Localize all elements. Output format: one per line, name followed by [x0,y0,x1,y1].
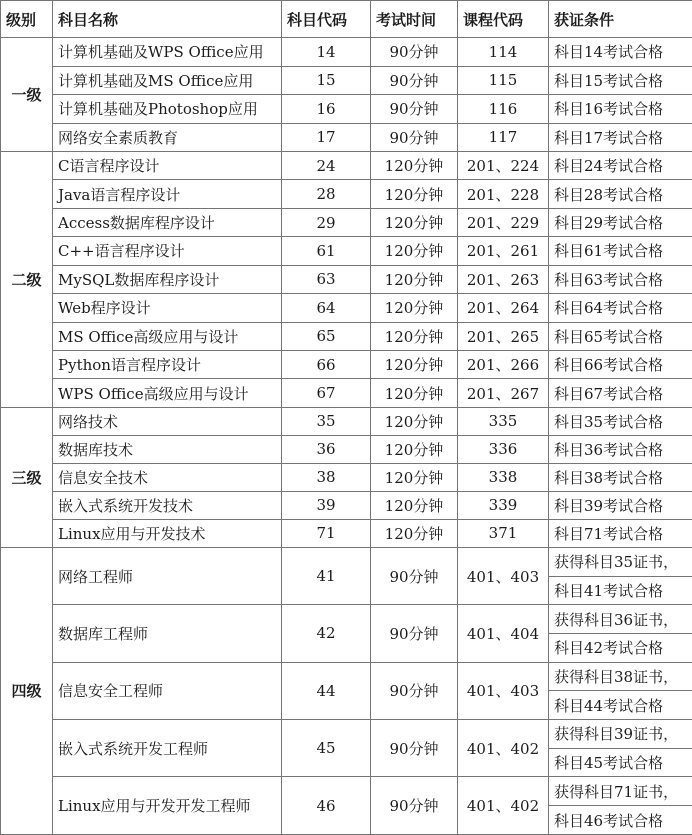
subject-cell: 网络工程师 [53,547,282,604]
table-row [1,519,692,547]
course-code-cell: 371 [458,519,549,547]
table-row [1,294,692,322]
subject-cell: Java语言程序设计 [53,180,282,208]
subject-code-cell: 63 [282,265,371,293]
course-code-cell: 339 [458,491,549,519]
subject-code-cell: 45 [282,720,371,777]
subject-cell: 信息安全工程师 [53,662,282,719]
table-row [1,38,692,67]
table-row [1,463,692,491]
course-code-cell: 401、403 [458,662,549,719]
table-row [1,152,692,180]
subject-code-cell: 46 [282,777,371,835]
condition-cell: 获得科目38证书， [549,662,692,691]
exam-time-cell: 120分钟 [371,152,458,180]
condition-cell: 获得科目35证书， [549,547,692,576]
condition-cell: 科目44考试合格 [549,691,692,720]
exam-time-cell: 90分钟 [371,720,458,777]
exam-time-cell: 90分钟 [371,547,458,604]
subject-code-cell: 35 [282,407,371,435]
subject-code-cell: 28 [282,180,371,208]
exam-time-cell: 120分钟 [371,208,458,236]
course-code-cell: 401、404 [458,605,549,662]
condition-cell: 科目67考试合格 [549,379,692,407]
table-row [1,777,692,806]
exam-time-cell: 120分钟 [371,180,458,208]
table-row [1,720,692,749]
condition-cell: 科目64考试合格 [549,294,692,322]
table-row [1,208,692,236]
condition-cell: 科目46考试合格 [549,806,692,835]
level-cell: 一级 [1,38,53,152]
condition-cell: 科目45考试合格 [549,748,692,777]
course-code-cell: 201、266 [458,350,549,378]
course-code-cell: 116 [458,95,549,124]
subject-code-cell: 65 [282,322,371,350]
table-body [1,38,692,835]
subject-cell: C++语言程序设计 [53,237,282,265]
subject-code-cell: 14 [282,38,371,67]
course-code-cell: 117 [458,123,549,152]
condition-cell: 科目29考试合格 [549,208,692,236]
exam-time-cell: 120分钟 [371,265,458,293]
table-row [1,605,692,634]
course-code-cell: 201、264 [458,294,549,322]
table-row [1,237,692,265]
course-code-cell: 201、265 [458,322,549,350]
exam-time-cell: 90分钟 [371,95,458,124]
exam-time-cell: 120分钟 [371,294,458,322]
condition-cell: 科目38考试合格 [549,463,692,491]
subject-cell: 计算机基础及Photoshop应用 [53,95,282,124]
table-row [1,407,692,435]
subject-cell: 网络安全素质教育 [53,123,282,152]
exam-time-cell: 120分钟 [371,322,458,350]
exam-time-cell: 120分钟 [371,435,458,463]
level-cell: 三级 [1,407,53,547]
subject-code-cell: 42 [282,605,371,662]
course-code-cell: 338 [458,463,549,491]
condition-cell: 科目16考试合格 [549,95,692,124]
subject-cell: 数据库工程师 [53,605,282,662]
subject-code-cell: 71 [282,519,371,547]
condition-cell: 获得科目36证书， [549,605,692,634]
subject-cell: MySQL数据库程序设计 [53,265,282,293]
condition-cell: 科目36考试合格 [549,435,692,463]
condition-cell: 科目35考试合格 [549,407,692,435]
subject-code-cell: 61 [282,237,371,265]
condition-cell: 科目71考试合格 [549,519,692,547]
subject-code-cell: 38 [282,463,371,491]
exam-time-cell: 90分钟 [371,777,458,835]
table-header-row [1,1,692,38]
exam-time-cell: 90分钟 [371,662,458,719]
exam-time-cell: 120分钟 [371,491,458,519]
course-code-cell: 201、267 [458,379,549,407]
subject-cell: Web程序设计 [53,294,282,322]
subject-code-cell: 36 [282,435,371,463]
subject-code-cell: 15 [282,66,371,95]
condition-cell: 科目14考试合格 [549,38,692,67]
subject-cell: WPS Office高级应用与设计 [53,379,282,407]
course-code-cell: 201、228 [458,180,549,208]
subject-cell: Linux应用与开发开发工程师 [53,777,282,835]
header-exam-time: 考试时间 [371,1,458,38]
course-code-cell: 115 [458,66,549,95]
subject-code-cell: 44 [282,662,371,719]
course-code-cell: 401、402 [458,777,549,835]
table-row [1,662,692,691]
condition-cell: 科目66考试合格 [549,350,692,378]
exam-time-cell: 90分钟 [371,605,458,662]
table-row [1,350,692,378]
condition-cell: 科目61考试合格 [549,237,692,265]
exam-time-cell: 120分钟 [371,519,458,547]
table-row [1,322,692,350]
subject-cell: 网络技术 [53,407,282,435]
condition-cell: 获得科目71证书， [549,777,692,806]
header-course-code: 课程代码 [458,1,549,38]
subject-cell: 嵌入式系统开发工程师 [53,720,282,777]
condition-cell: 科目24考试合格 [549,152,692,180]
table-row [1,180,692,208]
condition-cell: 科目39考试合格 [549,491,692,519]
condition-cell: 获得科目39证书， [549,720,692,749]
table-row [1,66,692,95]
header-subject-name: 科目名称 [53,1,282,38]
condition-cell: 科目42考试合格 [549,633,692,662]
subject-cell: MS Office高级应用与设计 [53,322,282,350]
level-cell: 二级 [1,152,53,408]
subject-cell: 数据库技术 [53,435,282,463]
subject-code-cell: 16 [282,95,371,124]
exam-time-cell: 120分钟 [371,407,458,435]
subject-cell: Access数据库程序设计 [53,208,282,236]
exam-time-cell: 120分钟 [371,463,458,491]
table-row [1,95,692,124]
level-cell: 四级 [1,547,53,834]
subject-cell: 信息安全技术 [53,463,282,491]
subject-cell: C语言程序设计 [53,152,282,180]
subject-cell: Linux应用与开发技术 [53,519,282,547]
condition-cell: 科目15考试合格 [549,66,692,95]
subject-code-cell: 41 [282,547,371,604]
subject-code-cell: 67 [282,379,371,407]
course-code-cell: 401、402 [458,720,549,777]
subject-code-cell: 24 [282,152,371,180]
table-row [1,265,692,293]
subject-code-cell: 29 [282,208,371,236]
condition-cell: 科目65考试合格 [549,322,692,350]
course-code-cell: 335 [458,407,549,435]
table-row [1,491,692,519]
course-code-cell: 201、261 [458,237,549,265]
table-row [1,547,692,576]
subject-cell: 计算机基础及WPS Office应用 [53,38,282,67]
header-level: 级别 [1,1,53,38]
header-subject-code: 科目代码 [282,1,371,38]
table-row [1,123,692,152]
exam-time-cell: 90分钟 [371,38,458,67]
course-code-cell: 201、263 [458,265,549,293]
course-code-cell: 201、229 [458,208,549,236]
header-cert-condition: 获证条件 [549,1,692,38]
table-row [1,379,692,407]
condition-cell: 科目28考试合格 [549,180,692,208]
exam-time-cell: 90分钟 [371,66,458,95]
condition-cell: 科目17考试合格 [549,123,692,152]
course-code-cell: 401、403 [458,547,549,604]
subject-code-cell: 17 [282,123,371,152]
course-code-cell: 201、224 [458,152,549,180]
exam-time-cell: 120分钟 [371,237,458,265]
course-code-cell: 114 [458,38,549,67]
subject-cell: Python语言程序设计 [53,350,282,378]
subject-cell: 计算机基础及MS Office应用 [53,66,282,95]
condition-cell: 科目41考试合格 [549,576,692,605]
exam-time-cell: 120分钟 [371,350,458,378]
condition-cell: 科目63考试合格 [549,265,692,293]
table-row [1,435,692,463]
subject-code-cell: 64 [282,294,371,322]
subject-cell: 嵌入式系统开发技术 [53,491,282,519]
course-code-cell: 336 [458,435,549,463]
exam-time-cell: 90分钟 [371,123,458,152]
subject-code-cell: 66 [282,350,371,378]
exam-time-cell: 120分钟 [371,379,458,407]
subject-code-cell: 39 [282,491,371,519]
